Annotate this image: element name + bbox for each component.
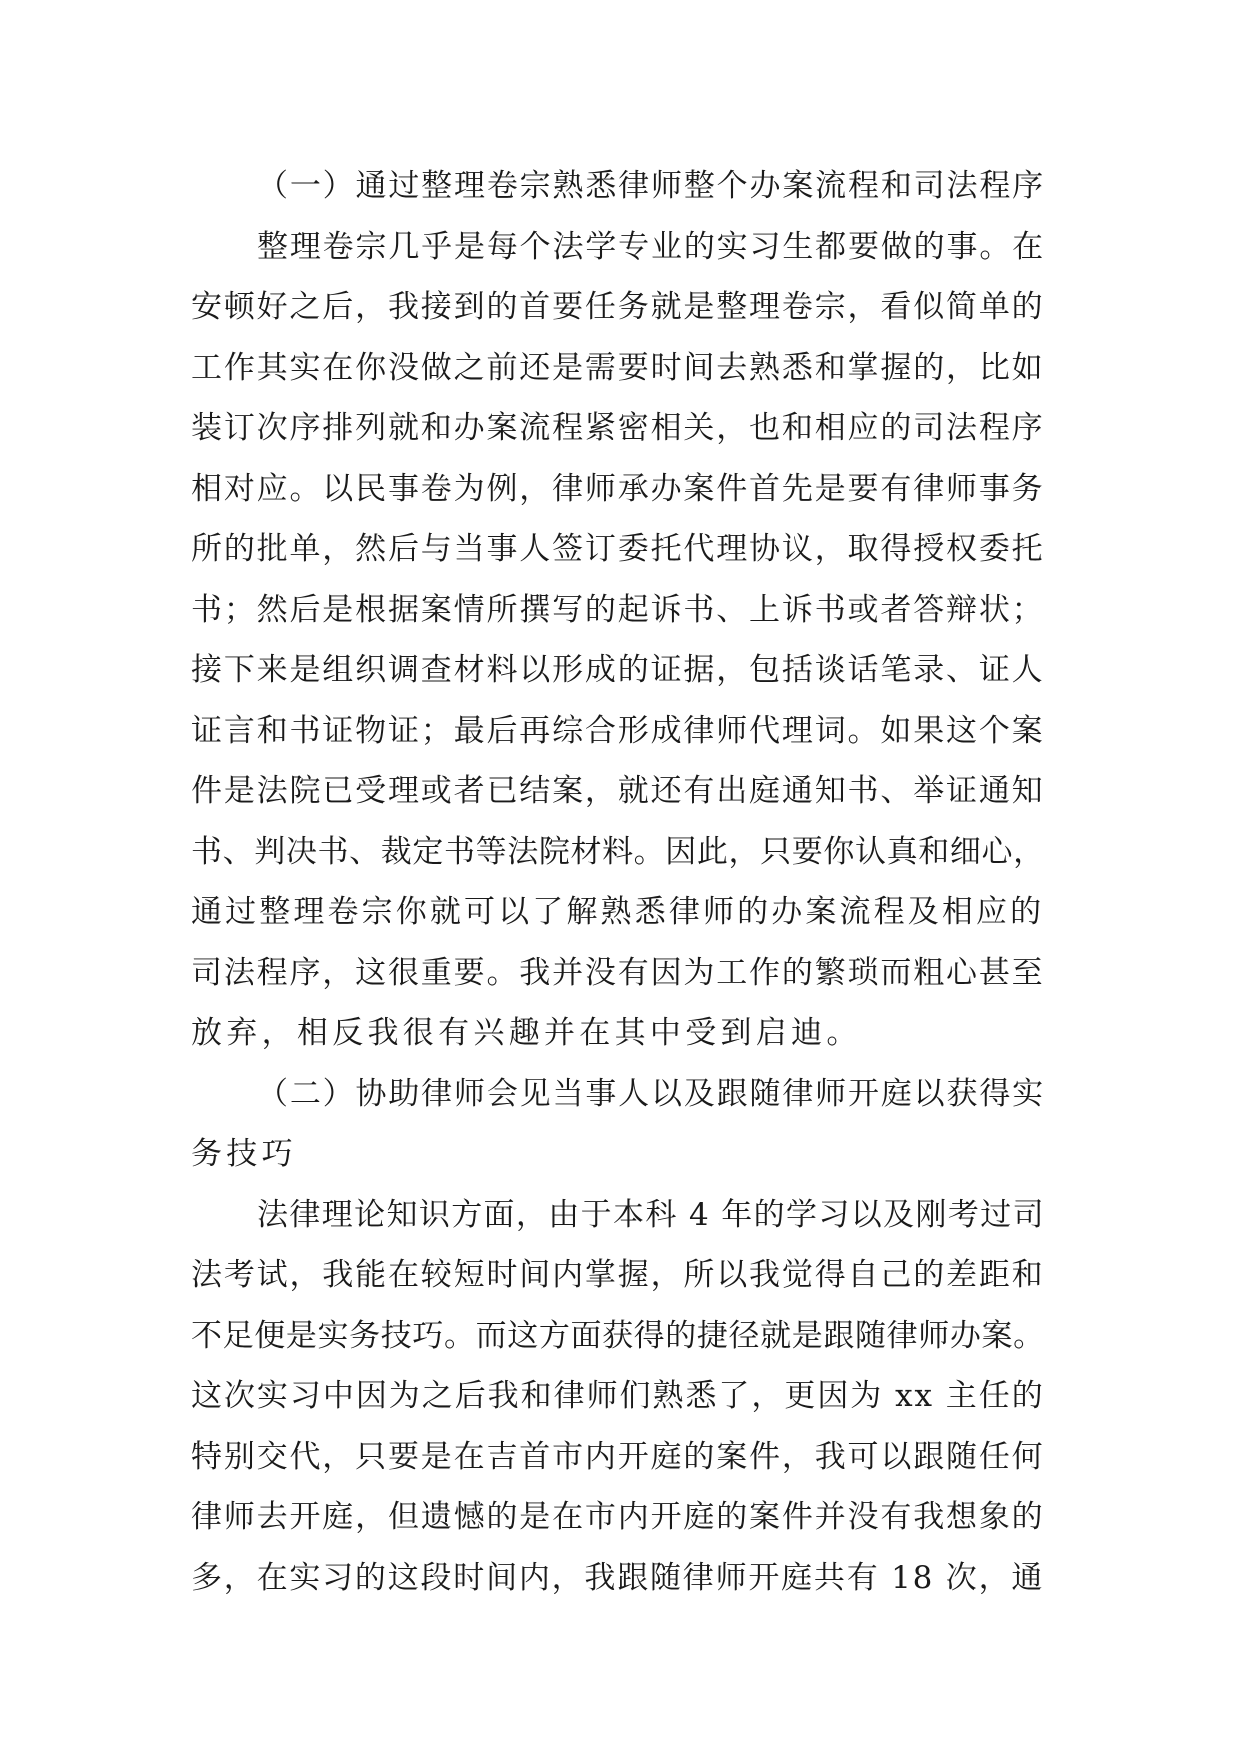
text-line: 司法程序，这很重要。我并没有因为工作的繁琐而粗心甚至 xyxy=(191,954,1045,991)
text-line: 多，在实习的这段时间内，我跟随律师开庭共有 18 次，通 xyxy=(191,1559,1045,1596)
text-line: 件是法院已受理或者已结案，就还有出庭通知书、举证通知 xyxy=(191,773,1045,809)
text-line: 接下来是组织调查材料以形成的证据，包括谈话笔录、证人 xyxy=(191,652,1045,688)
text-line: 不足便是实务技巧。而这方面获得的捷径就是跟随律师办案。 xyxy=(191,1317,1045,1354)
text-line: 所的批单，然后与当事人签订委托代理协议，取得授权委托 xyxy=(191,531,1045,567)
text-line: 相对应。以民事卷为例，律师承办案件首先是要有律师事务 xyxy=(191,470,1045,507)
text-line: 务技巧 xyxy=(191,1136,297,1172)
text-line: 证言和书证物证；最后再综合形成律师代理词。如果这个案 xyxy=(191,712,1045,749)
text-line: 整理卷宗几乎是每个法学专业的实习生都要做的事。在 xyxy=(257,228,1045,265)
text-line: 工作其实在你没做之前还是需要时间去熟悉和掌握的，比如 xyxy=(191,349,1045,386)
text-line: （二）协助律师会见当事人以及跟随律师开庭以获得实 xyxy=(257,1075,1045,1112)
text-line: 法考试，我能在较短时间内掌握，所以我觉得自己的差距和 xyxy=(191,1257,1045,1293)
text-line: 通过整理卷宗你就可以了解熟悉律师的办案流程及相应的 xyxy=(191,894,1045,930)
document-body xyxy=(191,156,1046,1608)
text-line: 特别交代，只要是在吉首市内开庭的案件，我可以跟随任何 xyxy=(191,1438,1045,1475)
text-line: 放弃，相反我很有兴趣并在其中受到启迪。 xyxy=(191,1015,862,1051)
text-line: 律师去开庭，但遗憾的是在市内开庭的案件并没有我想象的 xyxy=(191,1499,1045,1535)
text-line: 这次实习中因为之后我和律师们熟悉了，更因为 xx 主任的 xyxy=(191,1378,1045,1414)
text-line: 书；然后是根据案情所撰写的起诉书、上诉书或者答辩状； xyxy=(191,591,1045,628)
text-line: （一）通过整理卷宗熟悉律师整个办案流程和司法程序 xyxy=(257,168,1045,204)
text-line: 法律理论知识方面，由于本科 4 年的学习以及刚考过司 xyxy=(257,1196,1045,1233)
text-line: 安顿好之后，我接到的首要任务就是整理卷宗，看似简单的 xyxy=(191,289,1045,325)
text-line: 书、判决书、裁定书等法院材料。因此，只要你认真和细心， xyxy=(191,833,1045,870)
text-line: 装订次序排列就和办案流程紧密相关，也和相应的司法程序 xyxy=(191,410,1045,446)
